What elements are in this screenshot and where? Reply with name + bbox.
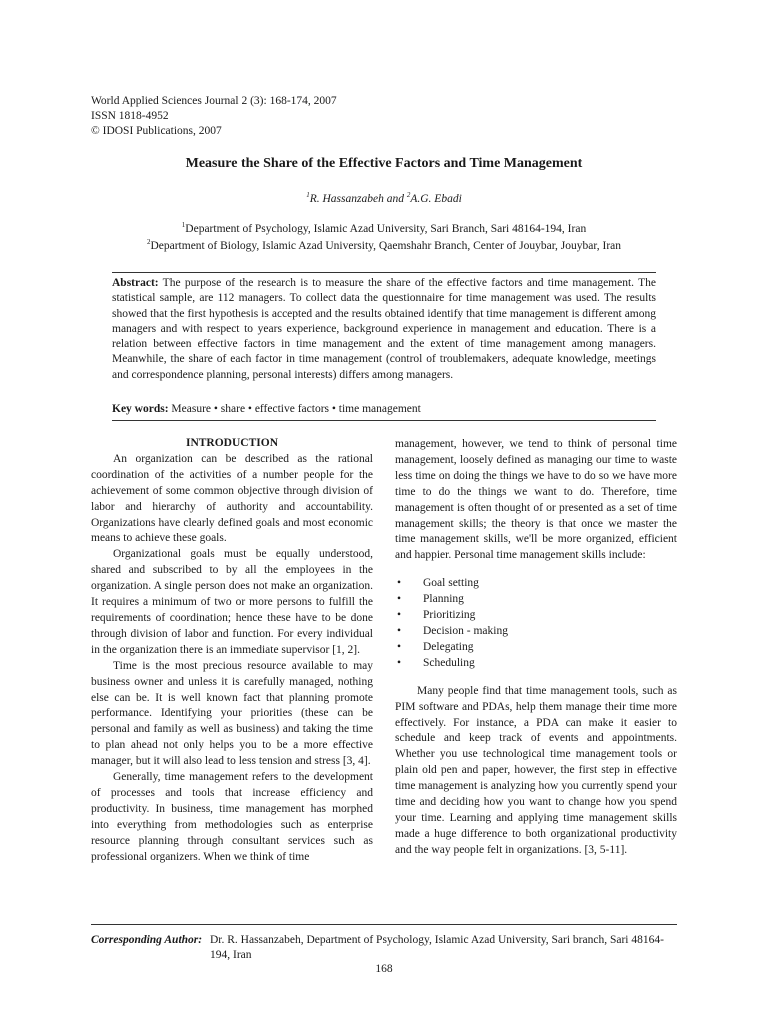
keywords-label: Key words: [112,403,169,415]
abstract [112,276,656,383]
paragraph: Organizational goals must be equally understood, shared and subscribed to by all the employees in the organization. A single person does not make an organization. It requires a minimum of two or more persons to fulfill the requirements of coordination; hence these have to be done through division of labor and function. For every individual in the organization there is an immediate supervisor [1, 2]. [91,548,373,656]
journal-citation: World Applied Sciences Journal 2 (3): 168-174, 2007 [91,95,337,107]
list-item: • Goal setting [395,576,677,592]
paragraph: management, however, we tend to think of personal time management, loosely defined as managing our time to waste less time on doing the things we have to do so we have more time to do the things we want to do. Therefore, time management is often thought of or presented as a set of time management skills; the theory is that once we master the time management skills, we'll be more organized, efficient and happier. Personal time management skills include: [395,438,677,562]
affiliation-1-mark: 1 [181,221,186,230]
list-item: • Decision - making [395,624,677,640]
author1: R. Hassanzabeh and [309,193,407,205]
author1-affil-mark: 1 [306,191,310,200]
bullet-icon: • [397,593,402,606]
abstract-label: Abstract: [112,277,159,289]
affiliation-1-text: Department of Psychology, Islamic Azad University, Sari Branch, Sari 48164-194, Iran [185,223,587,235]
paragraph: Time is the most precious resource available to may business owner and unless it is carefully managed, nothing else can be. It is well known fact that planning promote performance. Identifying your priorities (these can be personal and family as well as business) and taking the time to plan ahead not only helps you to be a more effective manager, but it will also lead to less tension and stress [3, 4]. [91,659,373,768]
corresponding-author-text: Dr. R. Hassanzabeh, Department of Psychology, Islamic Azad University, Sari branch, Sari 48164-194, Iran [210,934,664,961]
list-item: • Delegating [395,640,677,656]
paragraph: Many people find that time management tools, such as PIM software and PDAs, help them manage their time more effectively. For instance, a PDA can make it easier to schedule and keep track of events and appointments. Whether you use technological time management tools or plain old pen and paper, however, the first step in effective time management is analyzing how you currently spend your time and deciding how you want to change how you spend your time. Learning and applying time management skills made a huge difference to both organizational productivity and the way people felt in organizations. [3, 5-11]. [395,684,677,856]
left-column [91,436,373,865]
footer-rule [91,924,677,925]
keywords-text: Measure • share • effective factors • time management [168,403,421,415]
affiliation-2-mark: 2 [146,238,151,247]
list-item: • Scheduling [395,656,677,672]
bullet-icon: • [397,624,402,637]
bullet-icon: • [397,640,402,653]
list-item: • Planning [395,592,677,608]
affiliation-1 [0,223,768,235]
list-item: • Prioritizing [395,608,677,624]
skills-list [395,576,677,671]
corresponding-author-label: Corresponding Author: [91,934,203,946]
paragraph: An organization can be described as the rational coordination of the activities of a number people for the achievement of some common objective through division of labor and hierarchy of authority and accountability. Organizations have clearly defined goals and most economic means to achieve these goals. [91,452,373,545]
section-heading-introduction: INTRODUCTION [185,437,278,449]
journal-header [91,94,337,139]
issn: ISSN 1818-4952 [91,110,169,122]
bullet-icon: • [397,656,402,669]
right-column [395,437,677,859]
abstract-top-rule [112,272,656,273]
keywords [112,403,656,415]
author2-affil-mark: 2 [406,191,411,200]
paper-title: Measure the Share of the Effective Factors and Time Management [185,156,583,171]
copyright: © IDOSI Publications, 2007 [91,125,222,137]
page-number: 168 [375,963,393,975]
paragraph: Generally, time management refers to the development of processes and tools that increase efficiency and productivity. In business, time management has morphed into everything from methodologies such as enterprise resource planning through consultant services such as professional organizers. When we think of time [91,771,373,863]
affiliation-2 [0,240,768,252]
keywords-bottom-rule [112,420,656,421]
affiliation-2-text: Department of Biology, Islamic Azad University, Qaemshahr Branch, Center of Jouybar, Jouybar, Iran [150,240,622,252]
authors [0,193,768,205]
bullet-icon: • [397,609,402,622]
abstract-text: The purpose of the research is to measure the share of the effective factors and time management. The statistical sample, are 112 managers. To collect data the questionnaire for time management was used. The results showed that the first hypothesis is accepted and the results obtained identify that time management is different among managers and with respect to years experience, background experience in management and education. There is a relation between effective factors in time management and the extent of time management among managers. Meanwhile, the share of each factor in time management (control of troublemakers, adequate knowledge, meetings and correspondence planning, personal interests) differs among managers. [112,277,656,381]
bullet-icon: • [397,577,402,590]
author2: A.G. Ebadi [410,193,462,205]
